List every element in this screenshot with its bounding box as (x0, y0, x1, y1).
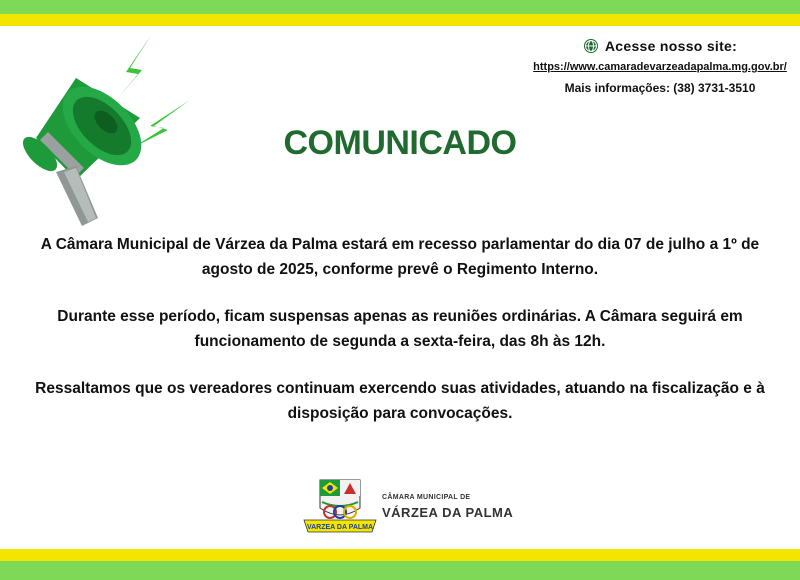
globe-icon (583, 38, 599, 54)
logo-title: VÁRZEA DA PALMA (382, 505, 514, 520)
paragraph-meetings (10, 304, 790, 354)
paragraph-recess (10, 232, 790, 282)
paragraph-line: Ressaltamos que os vereadores continuam exercendo suas atividades, atuando na fiscalização e à (35, 380, 765, 397)
site-title: Acesse nosso site: (604, 38, 738, 54)
paragraph-line: disposição para convocações. (287, 405, 513, 422)
chamber-logo (300, 474, 520, 540)
paragraph-line: Durante esse período, ficam suspensas apenas as reuniões ordinárias. A Câmara seguirá em (57, 308, 743, 325)
site-url-link[interactable]: https://www.camaradevarzeadapalma.mg.gov.br/ (533, 61, 787, 73)
site-info-box (520, 38, 800, 95)
bottom-yellow-band (0, 549, 800, 561)
paragraph-line: A Câmara Municipal de Várzea da Palma estará em recesso parlamentar do dia 07 de julho a 1º de (40, 236, 760, 253)
top-green-band (0, 0, 800, 14)
bottom-green-band (0, 561, 800, 580)
site-title-row (520, 38, 800, 54)
logo-text (382, 494, 513, 520)
page-title: COMUNICADO (283, 124, 517, 162)
coat-of-arms-icon (300, 474, 380, 540)
logo-ribbon-text: VARZEA DA PALMA (306, 524, 374, 531)
top-yellow-band (0, 14, 800, 26)
contact-info: Mais informações: (38) 3731-3510 (564, 81, 756, 95)
paragraph-line: funcionamento de segunda a sexta-feira, das 8h às 12h. (194, 333, 606, 350)
paragraph-line: agosto de 2025, conforme prevê o Regimento Interno. (201, 261, 599, 278)
logo-subtitle: CÂMARA MUNICIPAL DE (382, 494, 471, 501)
paragraph-councilors (10, 376, 790, 426)
